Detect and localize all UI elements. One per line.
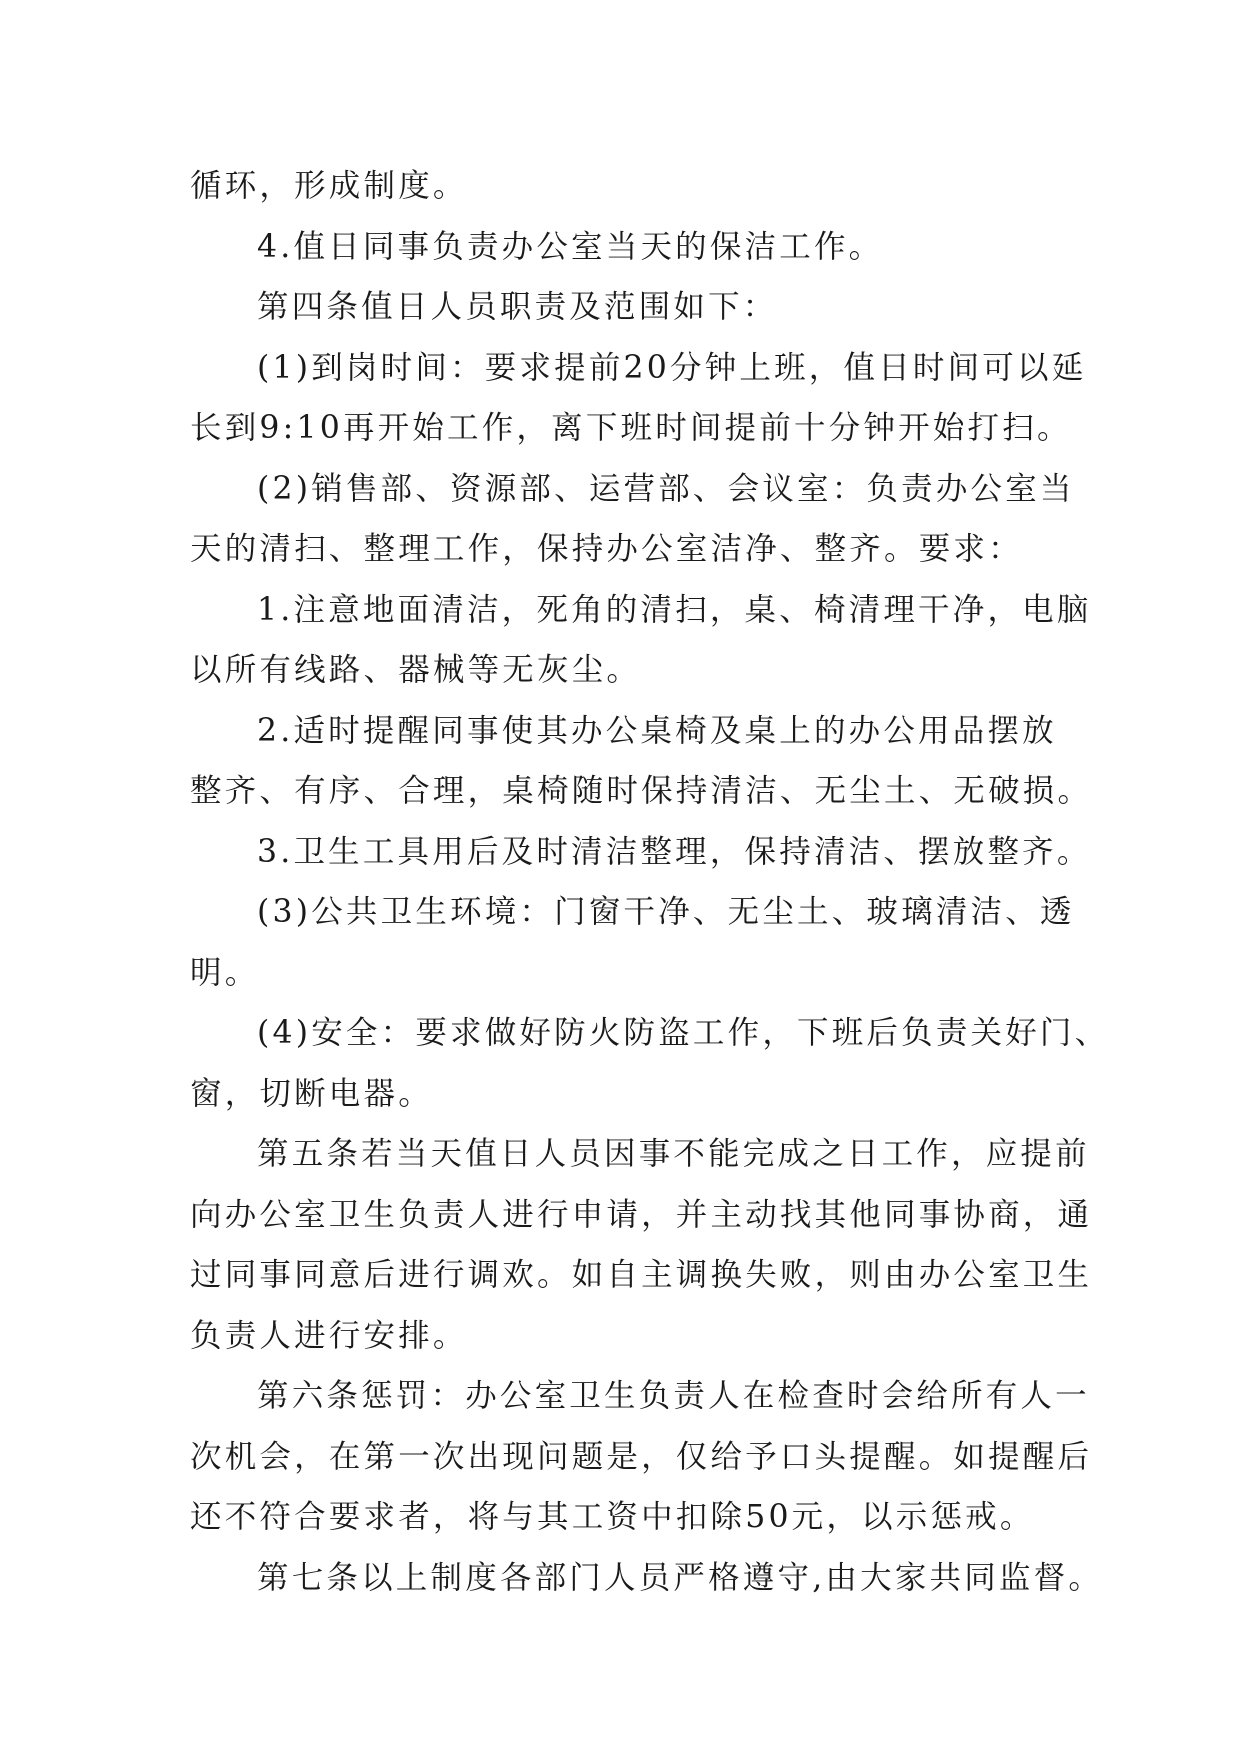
text-line: 整齐、有序、合理，桌椅随时保持清洁、无尘土、无破损。 xyxy=(190,773,1093,809)
text-line: 循环，形成制度。 xyxy=(190,168,468,204)
text-line: 次机会，在第一次出现问题是，仅给予口头提醒。如提醒后 xyxy=(190,1438,1093,1475)
text-line: 3.卫生工具用后及时清洁整理，保持清洁、摆放整齐。 xyxy=(257,833,1092,870)
text-line: (4)安全：要求做好防火防盗工作，下班后负责关好门、 xyxy=(257,1015,1110,1051)
text-line: 过同事同意后进行调欢。如自主调换失败，则由办公室卫生 xyxy=(190,1257,1093,1293)
text-line: (1)到岗时间：要求提前20分钟上班，值日时间可以延 xyxy=(257,349,1087,386)
text-line: (3)公共卫生环境：门窗干净、无尘土、玻璃清洁、透 xyxy=(257,894,1075,930)
text-line: 窗，切断电器。 xyxy=(190,1075,433,1112)
text-line: (2)销售部、资源部、运营部、会议室：负责办公室当 xyxy=(257,470,1075,507)
text-line: 4.值日同事负责办公室当天的保洁工作。 xyxy=(257,228,884,265)
text-line: 长到9:10再开始工作，离下班时间提前十分钟开始打扫。 xyxy=(190,410,1072,446)
text-line: 还不符合要求者，将与其工资中扣除50元，以示惩戒。 xyxy=(190,1499,1035,1535)
text-line: 第五条若当天值日人员因事不能完成之日工作，应提前 xyxy=(257,1136,1090,1172)
text-line: 负责人进行安排。 xyxy=(190,1317,468,1354)
text-line: 以所有线路、器械等无灰尘。 xyxy=(190,652,642,688)
text-line: 天的清扫、整理工作，保持办公室洁净、整齐。要求： xyxy=(190,531,1023,567)
text-line: 第七条以上制度各部门人员严格遵守,由大家共同监督。 xyxy=(257,1559,1104,1596)
document-body xyxy=(190,156,1110,1608)
text-line: 1.注意地面清洁，死角的清扫，桌、椅清理干净，电脑 xyxy=(257,591,1092,628)
text-line: 第六条惩罚：办公室卫生负责人在检查时会给所有人一 xyxy=(257,1378,1090,1414)
text-line: 向办公室卫生负责人进行申请，并主动找其他同事协商，通 xyxy=(190,1196,1093,1233)
text-line: 2.适时提醒同事使其办公桌椅及桌上的办公用品摆放 xyxy=(257,712,1057,749)
text-line: 明。 xyxy=(190,954,260,991)
text-line: 第四条值日人员职责及范围如下： xyxy=(257,289,778,325)
